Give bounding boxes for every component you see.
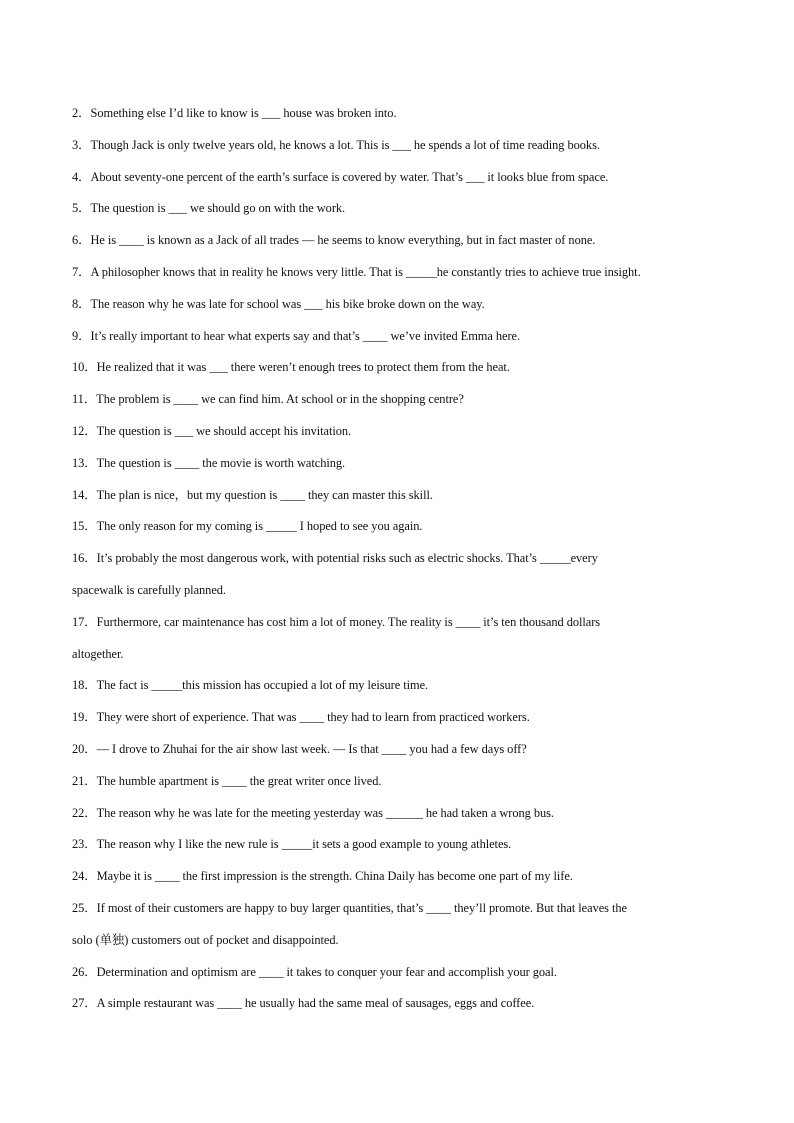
question-text: A simple restaurant was ____ he usually had the same meal of sausages, eggs and coffee. <box>96 996 535 1011</box>
question-text: The question is ___ we should go on with the work. <box>90 201 346 216</box>
question-text: Something else I’d like to know is ___ house was broken into. <box>90 106 397 120</box>
question-number: 15． <box>72 519 97 534</box>
question-item <box>72 352 732 384</box>
question-item <box>72 607 732 639</box>
question-text: The reason why I like the new rule is _____it sets a good example to young athletes. <box>96 837 512 852</box>
question-item <box>72 321 732 353</box>
question-item <box>72 193 732 225</box>
question-number: 18． <box>72 678 97 693</box>
question-text: Maybe it is ____ the first impression is the strength. China Daily has become one part of my life. <box>96 869 573 884</box>
question-item <box>72 988 732 1020</box>
question-text: The reason why he was late for school was ___ his bike broke down on the way. <box>90 296 485 311</box>
question-text: The only reason for my coming is _____ I hoped to see you again. <box>96 519 423 534</box>
question-number: 12． <box>72 423 97 438</box>
question-item <box>72 798 732 830</box>
question-number: 10． <box>72 360 97 375</box>
question-text: If most of their customers are happy to buy larger quantities, that’s ____ they’ll promote. But that leaves the <box>96 900 627 915</box>
question-item <box>72 448 732 480</box>
question-number: 21． <box>72 773 97 788</box>
question-number: 14． <box>72 487 97 502</box>
question-text: Determination and optimism are ____ it takes to conquer your fear and accomplish your goal. <box>96 964 557 979</box>
question-number: 25． <box>72 900 97 915</box>
question-text: solo (单独) customers out of pocket and disappointed. <box>72 932 339 947</box>
question-text: Though Jack is only twelve years old, he knows a lot. This is ___ he spends a lot of time reading books. <box>90 137 600 152</box>
question-text: — I drove to Zhuhai for the air show last week. — Is that ____ you had a few days off? <box>96 741 527 756</box>
question-item <box>72 98 732 130</box>
question-number: 7． <box>72 264 91 279</box>
question-number: 26． <box>72 964 97 979</box>
question-number: 24． <box>72 869 97 884</box>
question-item <box>72 130 732 162</box>
question-item <box>72 861 732 893</box>
question-item <box>72 893 732 925</box>
question-item <box>72 543 732 575</box>
question-text: They were short of experience. That was ____ they had to learn from practiced workers. <box>96 710 530 725</box>
question-number: 20． <box>72 741 97 756</box>
question-item <box>72 225 732 257</box>
question-item <box>72 162 732 194</box>
question-text: He realized that it was ___ there weren’t enough trees to protect them from the heat. <box>96 360 510 375</box>
question-text: About seventy-one percent of the earth’s surface is covered by water. That’s ___ it looks blue from space. <box>90 169 609 184</box>
question-number: 23． <box>72 837 97 852</box>
question-text: The reason why he was late for the meeting yesterday was ______ he had taken a wrong bus. <box>96 805 554 820</box>
question-text: spacewalk is carefully planned. <box>72 582 226 597</box>
question-text: The fact is _____this mission has occupied a lot of my leisure time. <box>96 678 429 693</box>
question-text: He is ____ is known as a Jack of all trades — he seems to know everything, but in fact master of none. <box>90 233 596 248</box>
question-text: A philosopher knows that in reality he knows very little. That is _____he constantly tries to achieve true insight. <box>90 264 641 279</box>
question-text: The problem is ____ we can find him. At school or in the shopping centre? <box>96 392 464 407</box>
question-item <box>72 480 732 512</box>
question-number: 13． <box>72 455 97 470</box>
question-item <box>72 511 732 543</box>
question-number: 5． <box>72 201 91 216</box>
question-number: 11． <box>72 392 97 407</box>
question-number: 3． <box>72 137 91 152</box>
question-number: 22． <box>72 805 97 820</box>
question-number: 27． <box>72 996 97 1011</box>
question-item <box>72 416 732 448</box>
question-number: 2． <box>72 106 91 120</box>
question-continuation <box>72 925 732 957</box>
question-number: 19． <box>72 710 97 725</box>
question-item <box>72 734 732 766</box>
question-item <box>72 289 732 321</box>
question-item <box>72 957 732 989</box>
question-text: It’s really important to hear what experts say and that’s ____ we’ve invited Emma here. <box>90 328 521 343</box>
question-text: The question is ___ we should accept his invitation. <box>96 423 352 438</box>
question-item <box>72 670 732 702</box>
question-number: 16． <box>72 551 97 566</box>
question-text: altogether. <box>72 646 124 661</box>
question-text: The plan is nice，but my question is ____ they can master this skill. <box>96 487 433 502</box>
question-number: 4． <box>72 169 91 184</box>
question-number: 17． <box>72 614 97 629</box>
question-item <box>72 257 732 289</box>
question-text: It’s probably the most dangerous work, with potential risks such as electric shocks. That’s _____every <box>96 551 598 566</box>
question-number: 9． <box>72 328 91 343</box>
question-number: 8． <box>72 296 91 311</box>
worksheet-page <box>72 98 732 1020</box>
question-text: The humble apartment is ____ the great writer once lived. <box>96 773 382 788</box>
question-continuation <box>72 639 732 671</box>
question-text: The question is ____ the movie is worth watching. <box>96 455 346 470</box>
question-item <box>72 702 732 734</box>
question-continuation <box>72 575 732 607</box>
question-item <box>72 766 732 798</box>
question-text: Furthermore, car maintenance has cost him a lot of money. The reality is ____ it’s ten thousand dollars <box>96 614 601 629</box>
question-item <box>72 384 732 416</box>
question-number: 6． <box>72 233 91 248</box>
question-item <box>72 829 732 861</box>
